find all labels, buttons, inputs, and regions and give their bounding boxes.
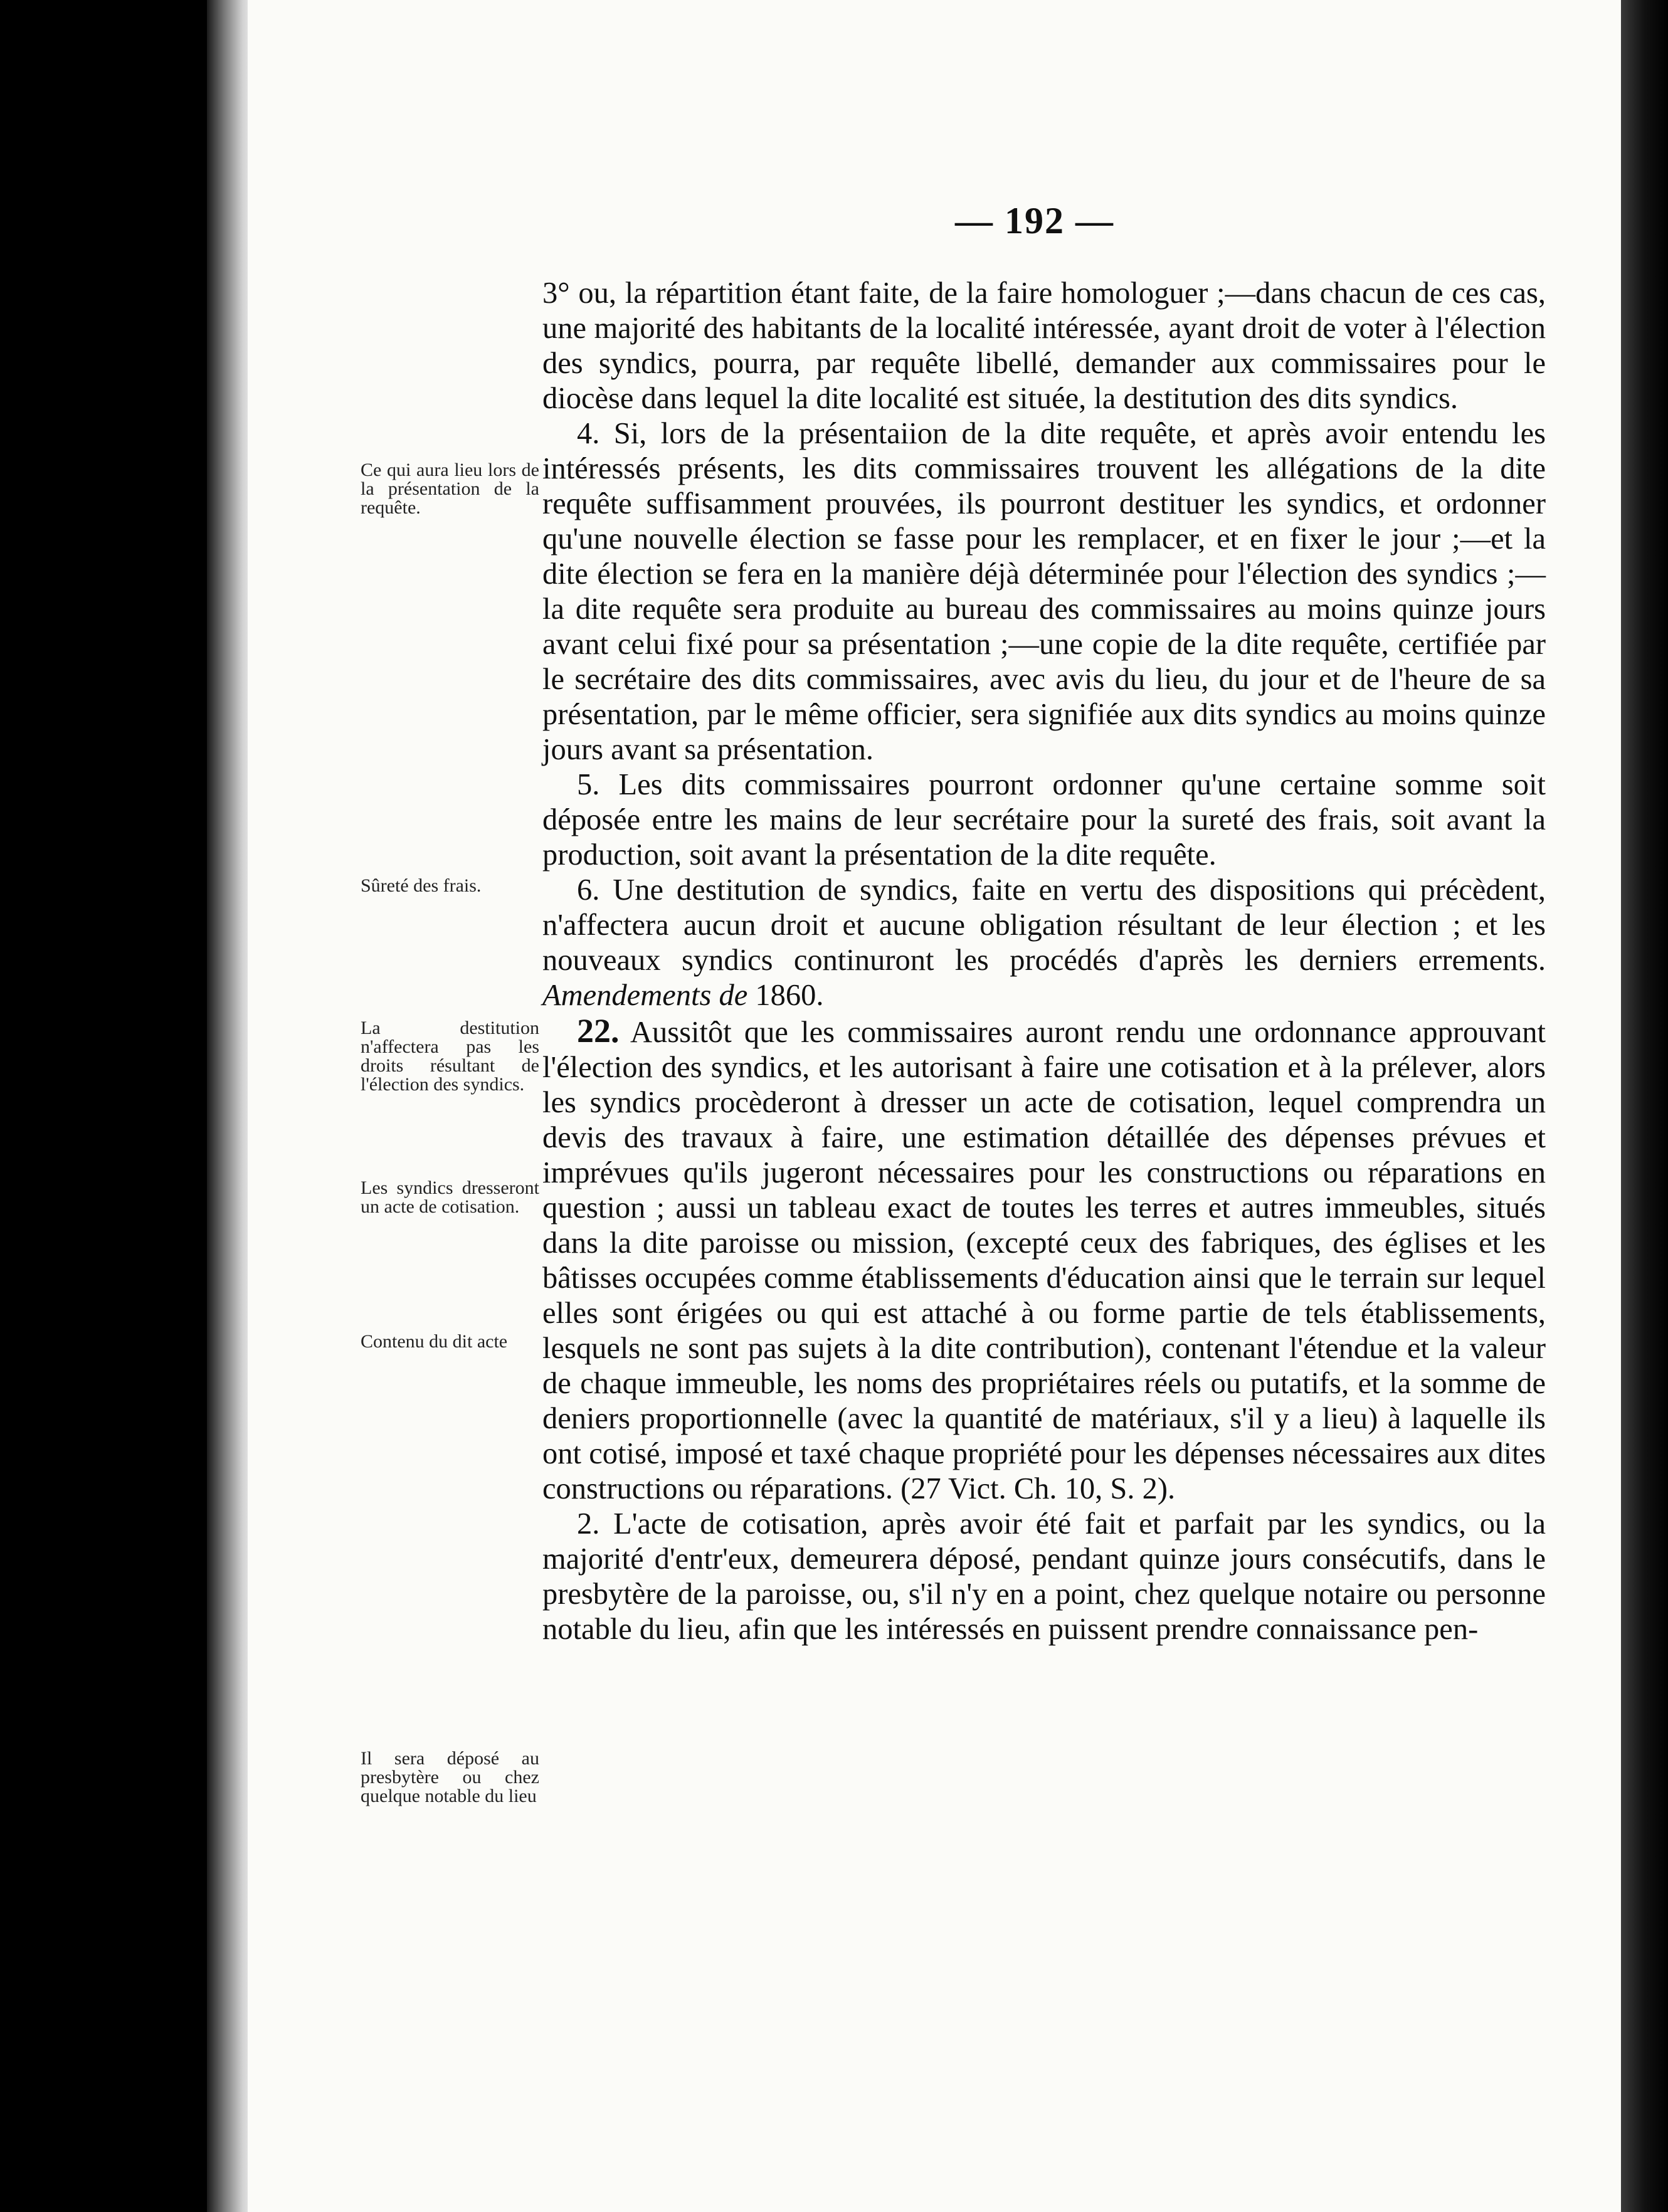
paragraph-4: 4. Si, lors de la présentaiion de la dite requête, et après avoir entendu les intéressés présents, les dits commissaires trouvent les allégations de la dite requête suffisamment prouvées, ils pourront destituer les syndics, et ordonner qu'une nouvelle élection se fasse pour les remplacer, et en fixer le jour ;—et la dite élection se fera en la manière déjà déterminée pour l'élection des syndics ;—la dite requête sera produite au bureau des commissaires au moins quinze jours avant celui fixé pour sa présentation ;—une copie de la dite requête, certifiée par le secrétaire des dits commissaires, avec avis du lieu, du jour et de l'heure de sa présentation, par le même officier, sera signifiée aux dits syndics au moins quinze jours avant sa présentation. (542, 417, 1546, 766)
section-22 (542, 1013, 1546, 1507)
section-number: 22. (577, 1012, 620, 1050)
paragraph-6 (542, 873, 1546, 1013)
page-edge-left (207, 0, 251, 2212)
paragraph-3-degree: 3° ou, la répartition étant faite, de la faire homologuer ;—dans chacun de ces cas, une majorité des habitants de la localité intéressée, ayant droit de voter à l'élection des syndics, pourra, par requête libellé, demander aux commissaires pour le diocèse dans lequel la dite localité est située, la destitution des dits syndics. (542, 276, 1546, 415)
amendment-reference: Amendements de (542, 979, 748, 1012)
margin-note-presentation: Ce qui aura lieu lors de la présentation de la requête. (361, 460, 539, 518)
margin-note-surete: Sûreté des frais. (361, 875, 482, 896)
page-number: — 192 — (955, 200, 1114, 241)
margin-note-contenu: Contenu du dit acte (361, 1331, 508, 1352)
page-edge-right (1621, 0, 1668, 2212)
amendment-year: 1860. (755, 979, 824, 1012)
margin-note-acte-cotisation: Les syndics dresseront un acte de cotisation. (361, 1177, 539, 1217)
section-22-text: Aussitôt que les commissaires auront rendu une ordonnance approuvant l'élection des syndics, et les autorisant à faire une cotisation et à la prélever, alors les syndics procèderont à dresser un acte de cotisation, lequel comprendra un devis des travaux à faire, une estimation détaillée des dépenses prévues et imprévues qu'ils jugeront nécessaires pour les constructions ou réparations en question ; aussi un tableau exact de toutes les terres et autres immeubles, situés dans la dite paroisse ou mission, (excepté ceux des fabriques, des églises et les bâtisses occupées comme établissements d'éducation ainsi que le terrain sur lequel elles sont érigées ou qui est attaché à ou forme partie de tels établissements, lesquels ne sont pas sujets à la dite contribution), contenant l'étendue et la valeur de chaque immeuble, les noms des propriétaires réels ou putatifs, et la somme de deniers proportionnelle (avec la quantité de matériaux, s'il y a lieu) à laquelle ils ont cotisé, imposé et taxé chaque propriété pour les dépenses nécessaires aux dites constructions ou réparations. (27 Vict. Ch. 10, S. 2). (542, 1016, 1546, 1505)
body-text (542, 276, 1546, 1647)
margin-note-destitution: La destitution n'affectera pas les droits résultant de l'élection des syndics. (361, 1018, 539, 1095)
paragraph-5: 5. Les dits commissaires pourront ordonner qu'une certaine somme soit déposée entre les mains de leur secrétaire pour la sureté des frais, soit avant la production, soit avant la présentation de la dite requête. (542, 768, 1546, 872)
section-22-paragraph-2: 2. L'acte de cotisation, après avoir été fait et parfait par les syndics, ou la majorité d'entr'eux, demeurera déposé, pendant quinze jours consécutifs, dans le presbytère de la paroisse, ou, s'il n'y en a point, chez quelque notaire ou personne notable du lieu, afin que les intéressés en puissent prendre connaissance pen- (542, 1507, 1546, 1646)
margin-note-depose: Il sera déposé au presbytère ou chez quelque notable du lieu (361, 1748, 539, 1806)
paragraph-6-text: 6. Une destitution de syndics, faite en vertu des dispositions qui précèdent, n'affectera aucun droit et aucune obligation résultant de leur élection ; et les nouveaux syndics continuront les procédés d'après les derniers errements. (542, 873, 1546, 977)
